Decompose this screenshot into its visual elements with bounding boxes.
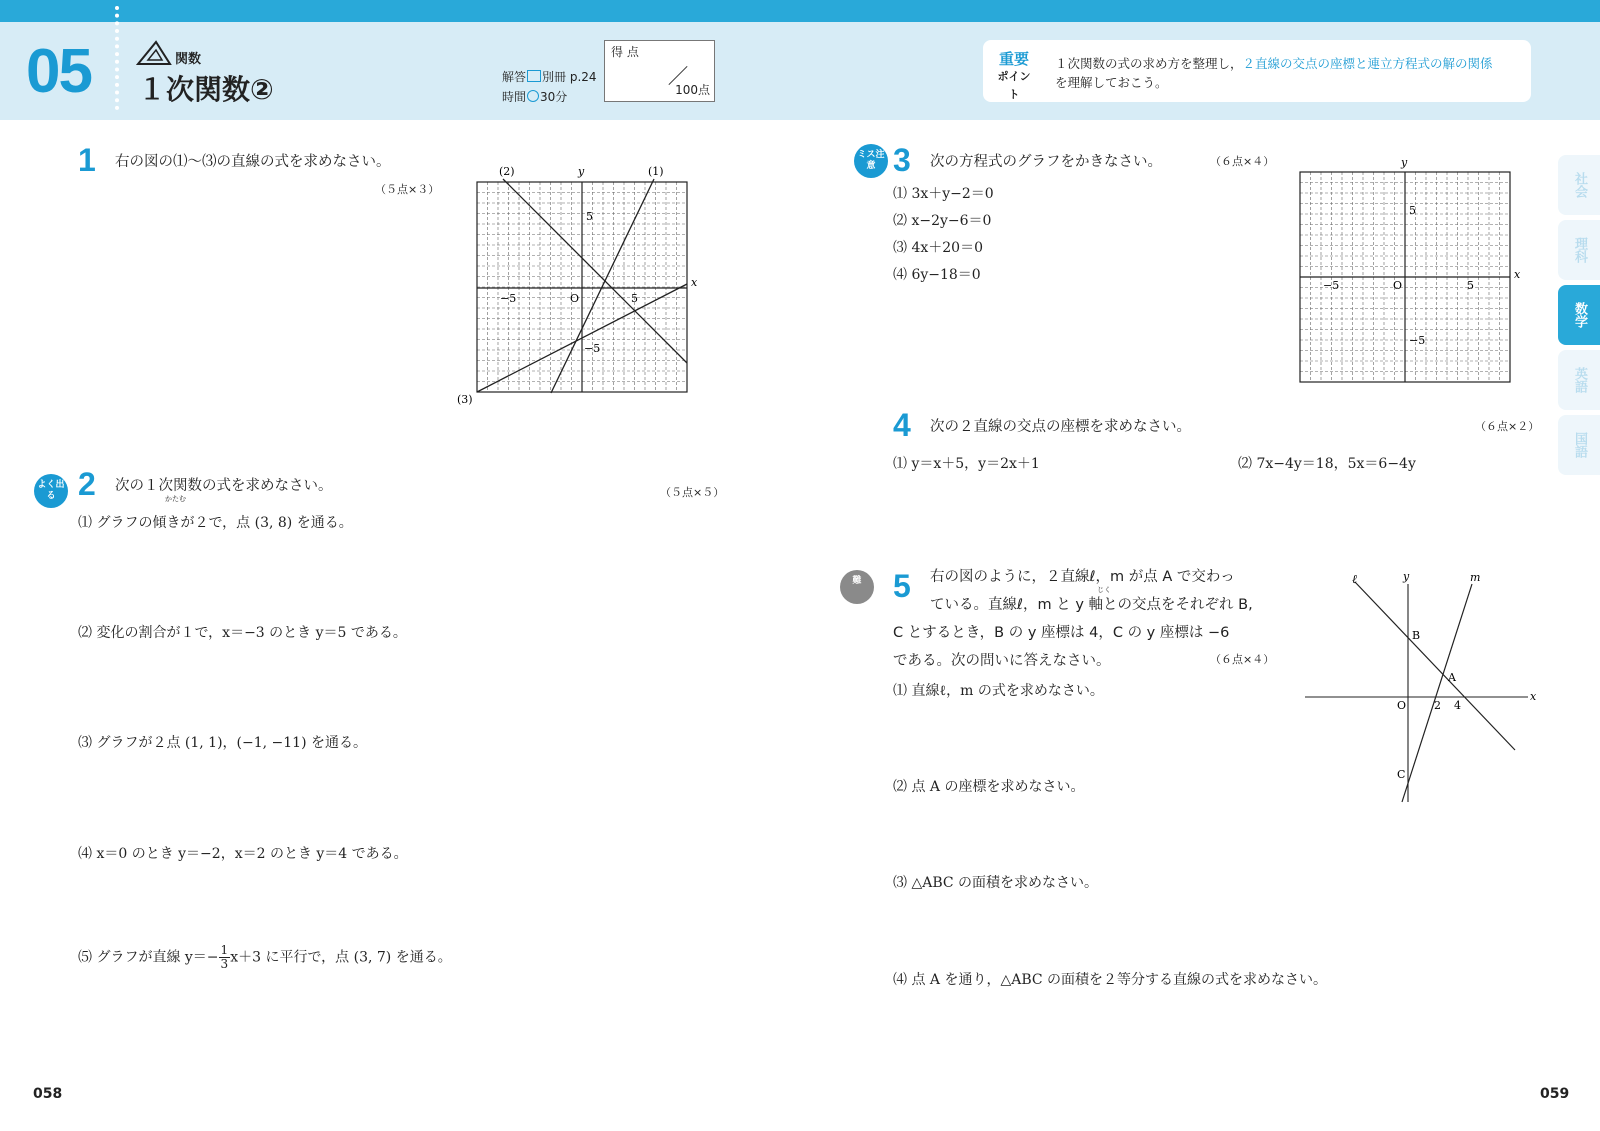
answer-page: 別冊 p.24 xyxy=(542,70,597,84)
y-axis-label: y xyxy=(578,165,585,178)
page-number-right: 059 xyxy=(1540,1086,1570,1102)
lesson-number: 05 xyxy=(26,37,91,106)
problem-2-q5 xyxy=(78,944,452,971)
problem-5-line-1: 右の図のように，２直線ℓ，m が点 A で交わっ xyxy=(930,569,1235,585)
tab-japanese[interactable]: 国語 xyxy=(1558,415,1600,475)
x-axis-label: x xyxy=(691,276,698,289)
x-tick-neg5: −5 xyxy=(500,292,517,305)
key-point-badge-top: 重要 xyxy=(998,50,1029,68)
fraction-numerator: 1 xyxy=(220,943,229,957)
x-axis-label: x xyxy=(1514,268,1521,281)
problem-4-q1: ⑴ y＝x＋5，y＝2x＋1 xyxy=(893,456,1040,472)
line-2 xyxy=(503,179,687,363)
origin-label: O xyxy=(1393,279,1403,292)
problem-3-q2: ⑵ x−2y−6＝0 xyxy=(893,213,992,229)
tab-science[interactable]: 理科 xyxy=(1558,220,1600,280)
dotted-divider xyxy=(115,6,119,110)
problem-3-q1: ⑴ 3x＋y−2＝0 xyxy=(893,186,994,202)
point-c-label: C xyxy=(1397,768,1406,781)
y-axis-label: y xyxy=(1401,156,1408,169)
x-tick-neg5: −5 xyxy=(1323,279,1340,292)
problem-1-number: 1 xyxy=(78,142,96,178)
problem-5-line-4: である。次の問いに答えなさい。 xyxy=(893,653,1111,669)
time-value: 30分 xyxy=(540,90,568,104)
point-a-label: A xyxy=(1448,671,1456,684)
point-b-label: B xyxy=(1412,629,1421,642)
key-point-box xyxy=(983,40,1531,102)
label-l: ℓ xyxy=(1352,572,1357,586)
x-tick-2: 2 xyxy=(1434,699,1441,712)
y-axis-label: y xyxy=(1403,572,1410,583)
problem-4-points: （６点×２） xyxy=(1475,420,1540,433)
tab-english[interactable]: 英語 xyxy=(1558,350,1600,410)
problem-1-instruction: 右の図の⑴〜⑶の直線の式を求めなさい。 xyxy=(115,154,391,170)
problem-2-number: 2 xyxy=(78,466,96,502)
label-line-1: (1) xyxy=(648,165,664,178)
y-tick-neg5: −5 xyxy=(1409,334,1426,347)
key-point-text-1: １次関数の式の求め方を整理し， xyxy=(1055,56,1243,71)
problem-1-points: （５点×３） xyxy=(375,183,440,196)
score-total: 100点 xyxy=(675,83,710,97)
problem-2-points: （５点×５） xyxy=(660,486,725,499)
problem-3-points: （６点×４） xyxy=(1210,155,1275,168)
line-1 xyxy=(551,179,654,393)
label-m: m xyxy=(1470,572,1481,584)
key-point-badge-bottom: ポイント xyxy=(997,70,1031,101)
key-point-text-2: を理解しておこう。 xyxy=(1055,75,1168,90)
top-accent-bar xyxy=(0,0,1600,22)
x-axis-label: x xyxy=(1530,690,1537,703)
triangle-ruler-icon xyxy=(136,40,172,66)
label-line-2: (2) xyxy=(499,165,515,178)
key-point-text xyxy=(1055,54,1525,92)
difficult-badge: 難 xyxy=(840,570,874,604)
fraction-one-third xyxy=(219,944,231,971)
clock-icon xyxy=(527,90,539,102)
problem-3-q4: ⑷ 6y−18＝0 xyxy=(893,267,981,283)
problem-5-points: （６点×４） xyxy=(1210,653,1275,666)
problem-5-q2: ⑵ 点 A の座標を求めなさい。 xyxy=(893,779,1085,795)
problem-2-q1: ⑴ グラフの傾きが２で，点 (3, 8) を通る。 xyxy=(78,515,353,531)
y-tick-5: 5 xyxy=(1409,204,1416,217)
fraction-denominator: 3 xyxy=(220,957,229,971)
problem-5-q4: ⑷ 点 A を通り，△ABC の面積を２等分する直線の式を求めなさい。 xyxy=(893,972,1328,988)
tab-social[interactable]: 社会 xyxy=(1558,155,1600,215)
problem-5-line-2: ている。直線ℓ，m と y 軸との交点をそれぞれ B, xyxy=(930,597,1253,613)
problem-5-q3: ⑶ △ABC の面積を求めなさい。 xyxy=(893,875,1099,891)
problem-5-q1: ⑴ 直線ℓ，m の式を求めなさい。 xyxy=(893,683,1104,699)
score-label: 得 点 xyxy=(611,45,639,59)
origin-label: O xyxy=(570,292,580,305)
problem-5-line-3: C とするとき，B の y 座標は 4，C の y 座標は −6 xyxy=(893,625,1230,641)
ruby-katamuki: かたむ xyxy=(165,495,186,503)
problem-5-figure xyxy=(1300,572,1540,807)
x-tick-5: 5 xyxy=(631,292,638,305)
page-number-left: 058 xyxy=(33,1086,63,1102)
category-label: 関数 xyxy=(175,52,202,67)
problem-2-instruction: 次の１次関数の式を求めなさい。 xyxy=(115,478,333,494)
problem-3-number: 3 xyxy=(893,142,911,178)
caution-badge: ミス注意 xyxy=(854,144,888,178)
q5-suffix: x＋3 に平行で，点 (3, 7) を通る。 xyxy=(230,949,452,966)
problem-3-q3: ⑶ 4x＋20＝0 xyxy=(893,240,983,256)
time-label: 時間 xyxy=(502,90,527,104)
lesson-title: １次関数② xyxy=(138,73,274,106)
tab-math[interactable]: 数学 xyxy=(1558,285,1600,345)
problem-1-graph xyxy=(455,160,705,410)
frequent-badge: よく出る xyxy=(34,474,68,508)
x-tick-4: 4 xyxy=(1454,699,1461,712)
key-point-text-highlight: ２直線の交点の座標と連立方程式の解の関係 xyxy=(1242,56,1493,71)
origin-label: O xyxy=(1397,699,1407,712)
q5-prefix: ⑸ グラフが直線 y＝− xyxy=(78,949,219,966)
answer-reference xyxy=(502,68,597,85)
problem-2-q4: ⑷ x＝0 のとき y＝−2，x＝2 のとき y＝4 である。 xyxy=(78,846,408,862)
line-l xyxy=(1355,582,1515,750)
problem-2-q3: ⑶ グラフが２点 (1, 1)，(−1, −11) を通る。 xyxy=(78,735,367,751)
problem-4-q2: ⑵ 7x−4y＝18，5x＝6−4y xyxy=(1238,456,1416,472)
time-reference xyxy=(502,88,567,105)
label-line-3: (3) xyxy=(457,393,473,406)
x-tick-5: 5 xyxy=(1467,279,1474,292)
ruby-jiku: じく xyxy=(1097,586,1111,594)
problem-5-number: 5 xyxy=(893,568,911,604)
y-tick-5: 5 xyxy=(586,210,593,223)
y-tick-neg5: −5 xyxy=(584,342,601,355)
problem-3-graph xyxy=(1280,152,1530,392)
problem-4-number: 4 xyxy=(893,407,911,443)
key-point-badge xyxy=(993,50,1035,104)
problem-4-instruction: 次の２直線の交点の座標を求めなさい。 xyxy=(930,419,1191,435)
book-icon xyxy=(527,70,541,82)
problem-2-q2: ⑵ 変化の割合が１で，x＝−3 のとき y＝5 である。 xyxy=(78,625,407,641)
problem-3-instruction: 次の方程式のグラフをかきなさい。 xyxy=(930,154,1162,170)
score-box xyxy=(604,40,715,102)
answer-label: 解答 xyxy=(502,70,527,84)
